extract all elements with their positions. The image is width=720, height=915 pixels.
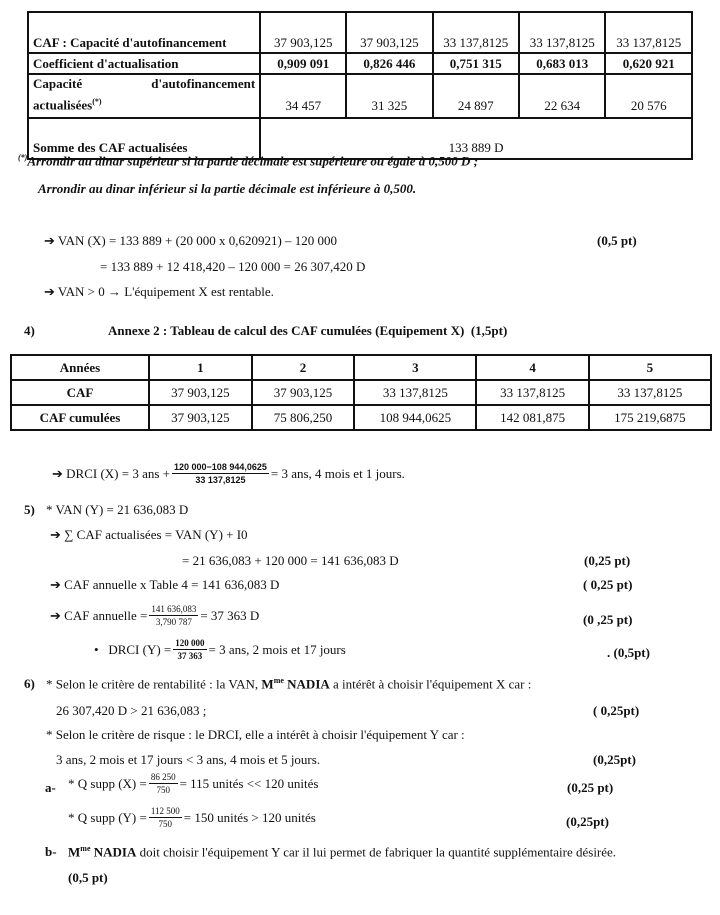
cell: 0,909 091 [260,53,346,74]
header-cell: 5 [589,355,711,380]
numerator: 120 000−108 944,0625 [174,462,267,472]
table-row [28,12,692,53]
cell: 31 325 [346,74,432,118]
fraction [173,638,206,662]
arrow-icon: ➔ [50,577,61,592]
formula: ∑ CAF actualisées = VAN (Y) + I0 [64,527,248,542]
item-label: a- [45,780,56,795]
arrow-icon: ➔ [44,284,55,299]
cell: 75 806,250 [252,405,355,430]
cell: 33 137,8125 [605,12,692,53]
cell: 0,751 315 [433,53,519,74]
caf-actualisees-table [27,11,693,160]
points: (0,5 pt) [597,233,637,248]
points: (0,25 pt) [584,553,631,568]
name: M [261,676,274,692]
formula-prefix: DRCI (Y) = [108,642,172,657]
arrow-icon: ➔ [50,608,61,623]
cell: 0,683 013 [519,53,605,74]
name: NADIA [90,844,137,860]
text: a intérêt à choisir l'équipement X car : [329,676,532,692]
cell: 37 903,125 [149,405,252,430]
q-supp-y-line [68,806,316,830]
cell: 142 081,875 [476,405,588,430]
footnote-line-1 [18,153,478,169]
item-label: b- [45,844,57,859]
cell: 108 944,0625 [354,405,476,430]
formula-prefix: * Q supp (X) = [68,776,147,791]
conclusion: VAN > 0 → L'équipement X est rentable. [57,284,274,299]
header-cell: 4 [476,355,588,380]
name: NADIA [283,676,330,692]
arrow-icon: ➔ [50,527,61,542]
formula-result: = 37 363 D [200,608,260,623]
footnote-text: Arrondir au dinar supérieur si la partie décimale est supérieure ou égale à 0,500 D ; [27,153,479,169]
numerator: 141 636,083 [151,604,197,614]
van-x-line-2: = 133 889 + 12 418,420 – 120 000 = 26 307,420 D [100,259,366,274]
points: (0,5 pt) [68,870,108,885]
points: (0,25 pt) [567,780,614,795]
fraction [149,604,198,628]
formula-result: = 115 unités << 120 unités [179,776,319,791]
formula-prefix: CAF annuelle = [64,608,148,623]
label-part: d'autofinancement [151,76,256,91]
header-cell: 2 [252,355,355,380]
table-row [28,53,692,74]
points: (0,25pt) [566,814,609,829]
row-label [28,74,260,118]
cell: 20 576 [605,74,692,118]
name-sup: me [80,844,91,853]
numerator: 112 500 [150,806,180,816]
text: doit choisir l'équipement Y car il lui permet de fabriquer la quantité supplémentaire désirée. [136,844,617,860]
caf-annuelle-line [50,604,259,628]
points: ( 0,25 pt) [583,577,633,592]
formula-prefix: DRCI (X) = 3 ans + [66,466,171,481]
text: * Selon le critère de rentabilité : la VAN, [46,676,262,692]
numerator: 86 250 [150,772,176,782]
formula-prefix: * Q supp (Y) = [68,810,147,825]
title-text: Annexe 2 : Tableau de calcul des CAF cumulées (Equipement X) [108,323,465,338]
q-supp-x-line [68,772,318,796]
formula: CAF annuelle x Table 4 = 141 636,083 D [64,577,280,592]
cell: 0,826 446 [346,53,432,74]
cell: 33 137,8125 [476,380,588,405]
cell: 0,620 921 [605,53,692,74]
van-x-line-3 [44,284,274,300]
van-x-line-1 [44,233,337,249]
formula-result: = 3 ans, 2 mois et 17 jours [208,642,346,657]
cell: 34 457 [260,74,346,118]
sum-caf-line [50,527,248,543]
denominator: 750 [158,819,173,829]
conclusion-line [68,844,616,860]
fraction [149,772,178,796]
criterion-rentabilite [46,676,531,692]
footnote-marker: (*) [18,153,28,162]
formula-result: = 3 ans, 4 mois et 1 jours. [270,466,405,481]
row-label: Somme des CAF actualisées [28,118,260,159]
denominator: 37 363 [177,651,203,661]
denominator: 3,790 787 [155,617,192,627]
header-cell: 1 [149,355,252,380]
points: (0 ,25 pt) [583,612,633,627]
arrow-icon: ➔ [52,466,63,481]
numerator: 120 000 [175,638,205,648]
cell: 37 903,125 [149,380,252,405]
table-row [28,74,692,118]
denominator: 33 137,8125 [195,475,246,485]
table-row [11,380,711,405]
question-number: 4) [24,323,35,338]
row-label: Coefficient d'actualisation [28,53,260,74]
cell: 33 137,8125 [589,380,711,405]
sum-cell: 133 889 D [260,118,692,159]
drci-y-line [94,638,346,662]
formula: VAN (X) = 133 889 + (20 000 x 0,620921) – 120 000 [57,233,338,248]
criterion-rentabilite-line-2: 26 307,420 D > 21 636,083 ; [56,703,207,718]
points: ( 0,25pt) [593,703,640,718]
fraction [172,462,269,486]
van-y-line: * VAN (Y) = 21 636,083 D [46,502,189,517]
criterion-risque: * Selon le critère de risque : le DRCI, elle a intérêt à choisir l'équipement Y car : [46,727,465,742]
denominator: 750 [156,785,170,795]
drci-x-line [52,462,405,486]
label-part: actualisées [33,97,93,113]
cell: 33 137,8125 [519,12,605,53]
arrow-icon: ➔ [44,233,55,248]
caf-table-line [50,577,279,593]
fraction [149,806,182,830]
cell: 37 903,125 [252,380,355,405]
cell: 37 903,125 [260,12,346,53]
bullet-icon: • [94,642,99,657]
name: M [68,844,81,860]
row-label: CAF cumulées [11,405,149,430]
sum-calc-line: = 21 636,083 + 120 000 = 141 636,083 D [182,553,399,568]
footnote-marker: (*) [92,97,102,106]
formula-result: = 150 unités > 120 unités [183,810,316,825]
points: (0,25pt) [593,752,636,767]
footnote-line-2: Arrondir au dinar inférieur si la partie décimale est inférieure à 0,500. [38,181,417,196]
cell: 37 903,125 [346,12,432,53]
header-cell: Années [11,355,149,380]
label-part: Capacité [33,76,83,91]
cell: 22 634 [519,74,605,118]
cell: 33 137,8125 [433,12,519,53]
question-number: 6) [24,676,35,691]
cell: 24 897 [433,74,519,118]
cell: 175 219,6875 [589,405,711,430]
cell: 33 137,8125 [354,380,476,405]
table-header-row [11,355,711,380]
points: . (0,5pt) [607,645,650,660]
row-label: CAF [11,380,149,405]
name-sup: me [273,676,284,685]
criterion-risque-line-2: 3 ans, 2 mois et 17 jours < 3 ans, 4 mois et 5 jours. [56,752,321,767]
points: (1,5pt) [470,323,508,338]
header-cell: 3 [354,355,476,380]
question-number: 5) [24,502,35,517]
row-label: CAF : Capacité d'autofinancement [28,12,260,53]
section-title [108,323,507,339]
table-row [11,405,711,430]
caf-cumulees-table [10,354,712,431]
